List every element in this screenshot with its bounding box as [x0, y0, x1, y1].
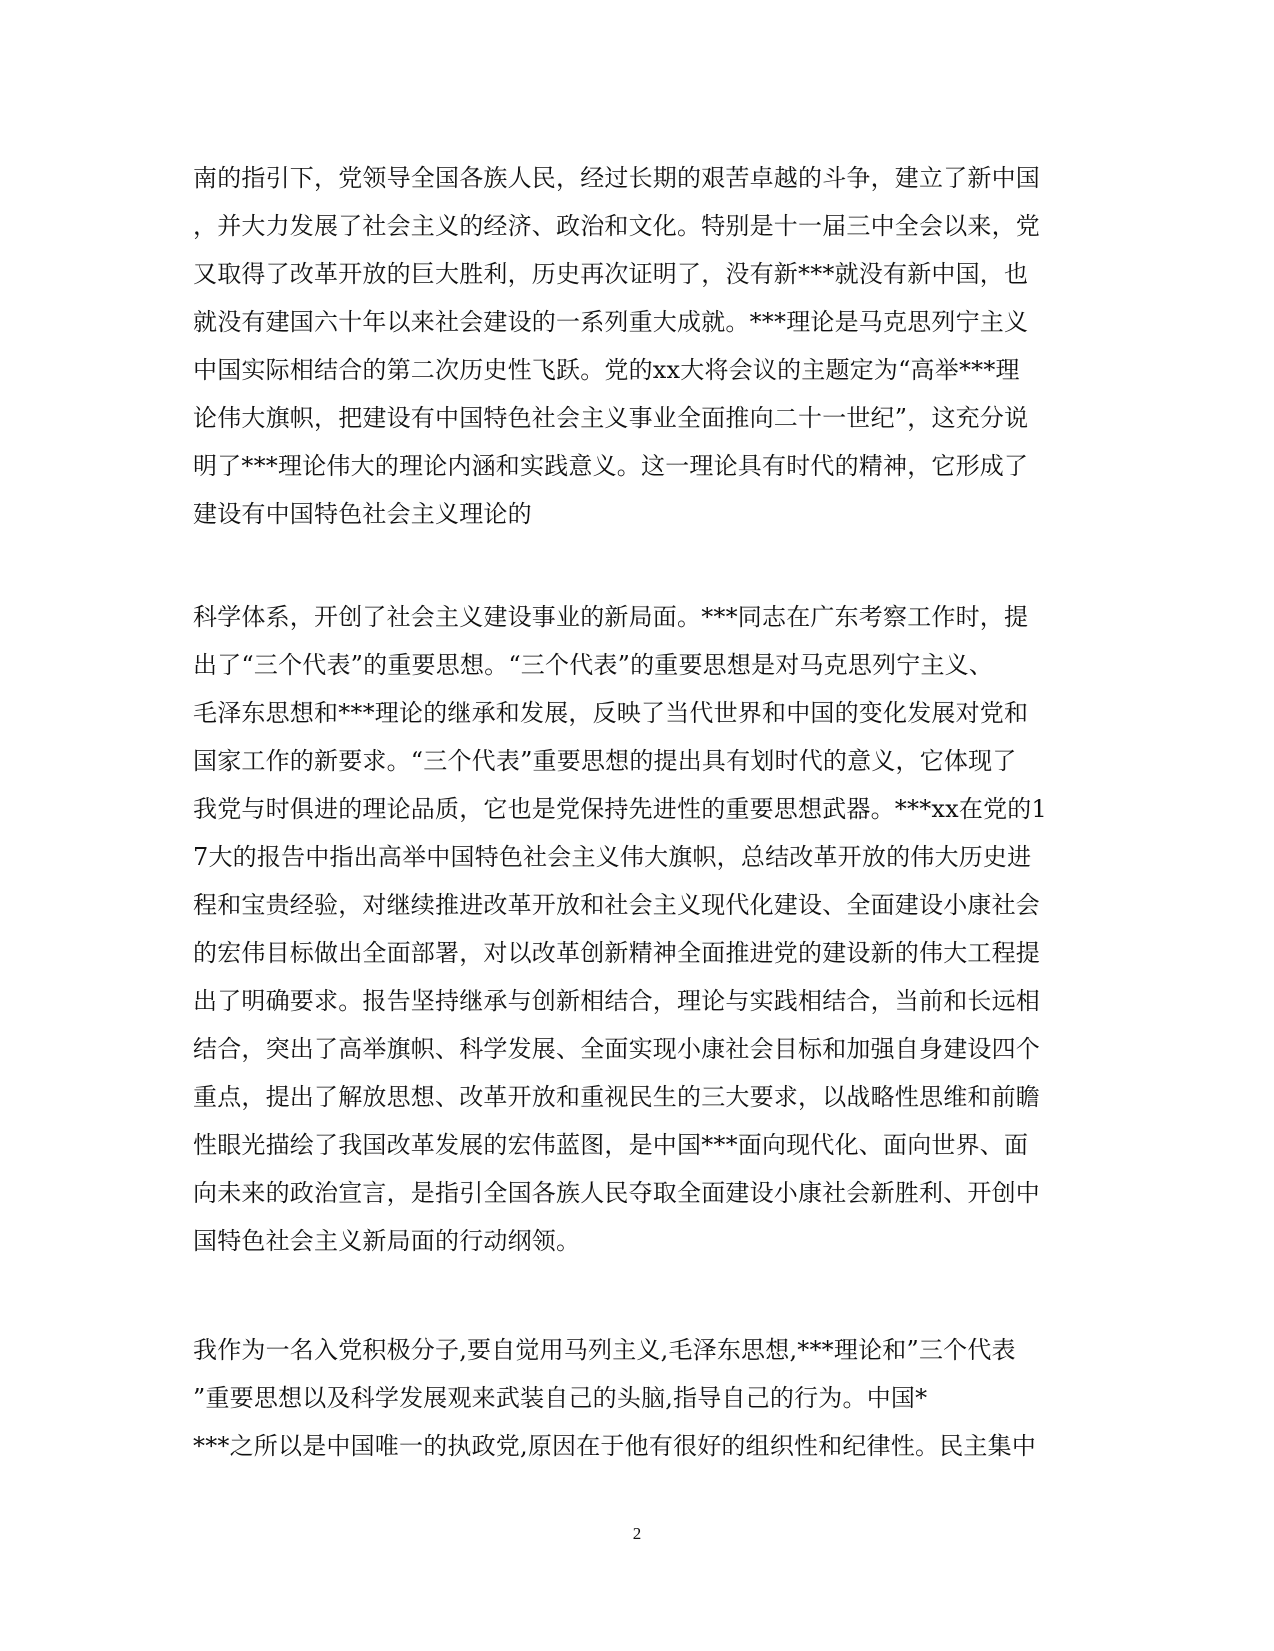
text-line: 的宏伟目标做出全面部署，对以改革创新精神全面推进党的建设新的伟大工程提	[193, 939, 1040, 967]
paragraph-2	[193, 593, 1073, 1265]
text-line: 程和宝贵经验，对继续推进改革开放和社会主义现代化建设、全面建设小康社会	[193, 891, 1040, 919]
page-number: 2	[632, 1524, 642, 1543]
text-line: 又取得了改革开放的巨大胜利，历史再次证明了，没有新***就没有新中国，也	[193, 260, 1029, 288]
text-line: 出了明确要求。报告坚持继承与创新相结合，理论与实践相结合，当前和长远相	[193, 987, 1040, 1015]
text-line: 7大的报告中指出高举中国特色社会主义伟大旗帜，总结改革开放的伟大历史进	[193, 843, 1032, 871]
text-line: 论伟大旗帜，把建设有中国特色社会主义事业全面推向二十一世纪”，这充分说	[193, 404, 1029, 432]
paragraph-3	[193, 1326, 1073, 1470]
text-line: ***之所以是中国唯一的执政党,原因在于他有很好的组织性和纪律性。民主集中	[193, 1432, 1037, 1460]
text-line: 南的指引下，党领导全国各族人民，经过长期的艰苦卓越的斗争，建立了新中国	[193, 164, 1040, 192]
paragraph-1	[193, 154, 1073, 538]
text-line: 出了“三个代表”的重要思想。“三个代表”的重要思想是对马克思列宁主义、	[193, 651, 994, 679]
text-line: 国家工作的新要求。“三个代表”重要思想的提出具有划时代的意义，它体现了	[193, 747, 1017, 775]
text-line: 重点，提出了解放思想、改革开放和重视民生的三大要求，以战略性思维和前瞻	[193, 1083, 1040, 1111]
text-line: 建设有中国特色社会主义理论的	[193, 500, 532, 528]
text-line: 向未来的政治宣言，是指引全国各族人民夺取全面建设小康社会新胜利、开创中	[193, 1179, 1040, 1207]
text-line: 我党与时俱进的理论品质，它也是党保持先进性的重要思想武器。***xx在党的1	[193, 795, 1047, 823]
text-line: ”重要思想以及科学发展观来武装自己的头脑,指导自己的行为。中国*	[193, 1384, 928, 1412]
text-line: 国特色社会主义新局面的行动纲领。	[193, 1227, 581, 1255]
text-line: 明了***理论伟大的理论内涵和实践意义。这一理论具有时代的精神，它形成了	[193, 452, 1029, 480]
text-line: 结合，突出了高举旗帜、科学发展、全面实现小康社会目标和加强自身建设四个	[193, 1035, 1040, 1063]
text-line: 中国实际相结合的第二次历史性飞跃。党的xx大将会议的主题定为“高举***理	[193, 356, 1020, 384]
text-line: ，并大力发展了社会主义的经济、政治和文化。特别是十一届三中全会以来，党	[193, 212, 1040, 240]
text-line: 科学体系，开创了社会主义建设事业的新局面。***同志在广东考察工作时，提	[193, 603, 1029, 631]
text-line: 我作为一名入党积极分子,要自觉用马列主义,毛泽东思想,***理论和”三个代表	[193, 1336, 1016, 1364]
text-line: 性眼光描绘了我国改革发展的宏伟蓝图，是中国***面向现代化、面向世界、面	[193, 1131, 1029, 1159]
text-line: 毛泽东思想和***理论的继承和发展，反映了当代世界和中国的变化发展对党和	[193, 699, 1029, 727]
text-line: 就没有建国六十年以来社会建设的一系列重大成就。***理论是马克思列宁主义	[193, 308, 1029, 336]
